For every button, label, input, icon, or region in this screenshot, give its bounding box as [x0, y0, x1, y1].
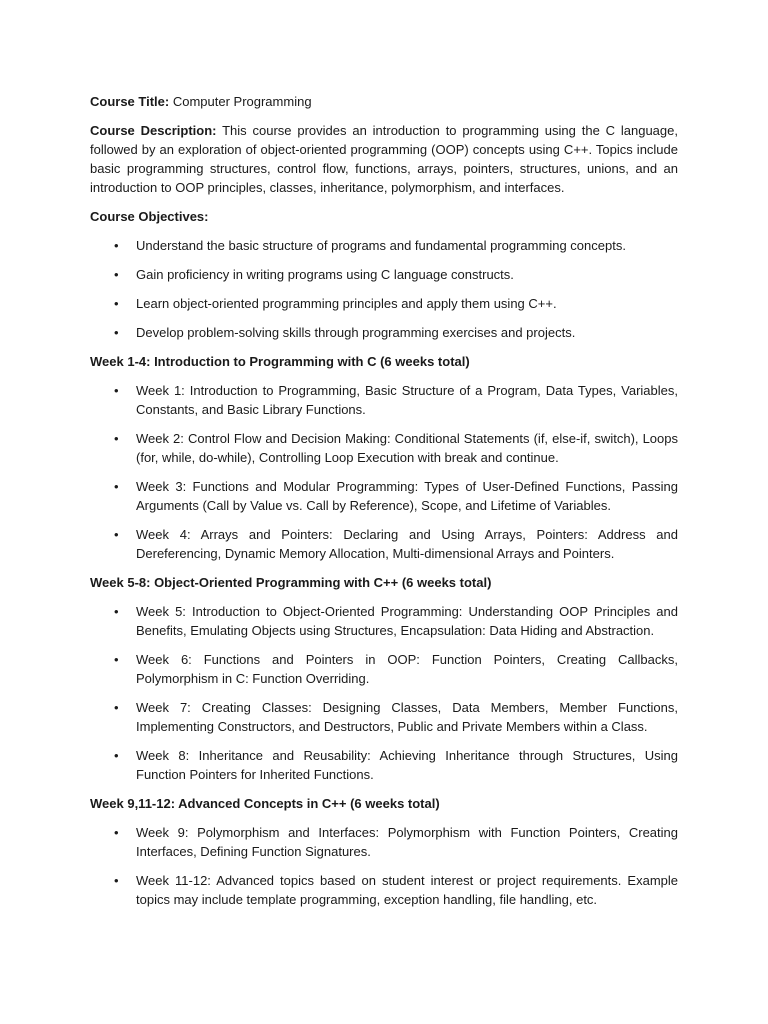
- week-9-12-list: [90, 823, 678, 909]
- objectives-heading: Course Objectives:: [90, 209, 209, 224]
- section-heading-week-9-12: Week 9,11-12: Advanced Concepts in C++ (6 weeks total): [90, 796, 440, 811]
- bullet-icon: •: [114, 527, 119, 542]
- list-item: • Learn object-oriented programming principles and apply them using C++.: [114, 296, 557, 311]
- bullet-icon: •: [114, 748, 119, 763]
- bullet-icon: •: [114, 479, 119, 494]
- list-item: • Week 3: Functions and Modular Programming: Types of User-Defined Functions, Passing Arguments (Call by Value vs. Call by Reference), Scope, and Lifetime of Variables.: [114, 479, 678, 513]
- week-5-8-list: [90, 602, 678, 784]
- list-item: • Week 8: Inheritance and Reusability: Achieving Inheritance through Structures, Using Function Pointers for Inherited Functions.: [114, 748, 678, 782]
- list-item: • Understand the basic structure of programs and fundamental programming concepts.: [114, 238, 626, 253]
- list-item: • Week 1: Introduction to Programming, Basic Structure of a Program, Data Types, Variables, Constants, and Basic Library Functions.: [114, 383, 678, 417]
- list-item: • Week 11-12: Advanced topics based on student interest or project requirements. Example topics may include template programming, exception handling, file handling, etc.: [114, 873, 678, 907]
- list-item: • Gain proficiency in writing programs using C language constructs.: [114, 267, 514, 282]
- bullet-icon: •: [114, 383, 119, 398]
- bullet-icon: •: [114, 873, 119, 888]
- bullet-icon: •: [114, 431, 119, 446]
- section-heading-week-1-4: Week 1-4: Introduction to Programming with C (6 weeks total): [90, 354, 470, 369]
- bullet-icon: •: [114, 325, 119, 340]
- course-title: [90, 92, 678, 111]
- list-item: • Week 7: Creating Classes: Designing Classes, Data Members, Member Functions, Implementing Constructors, and Destructors, Public and Private Members within a Class.: [114, 700, 678, 734]
- course-description: [90, 121, 678, 197]
- list-item: • Week 9: Polymorphism and Interfaces: Polymorphism with Function Pointers, Creating Interfaces, Defining Function Signatures.: [114, 825, 678, 859]
- bullet-icon: •: [114, 238, 119, 253]
- course-title-label: Course Title:: [90, 94, 170, 109]
- bullet-icon: •: [114, 700, 119, 715]
- bullet-icon: •: [114, 652, 119, 667]
- list-item: • Week 2: Control Flow and Decision Making: Conditional Statements (if, else-if, switch), Loops (for, while, do-while), Controlling Loop Execution with break and continue.: [114, 431, 678, 465]
- course-description-text: This course provides an introduction to programming using the C language, followed by an exploration of object-oriented programming (OOP) concepts using C++. Topics include basic programming structures, control flow, functions, arrays, pointers, structures, unions, and an introduction to OOP principles, classes, inheritance, polymorphism, and interfaces.: [90, 123, 678, 195]
- course-description-label: Course Description:: [90, 123, 217, 138]
- objectives-list: [90, 236, 678, 342]
- list-item: • Week 6: Functions and Pointers in OOP: Function Pointers, Creating Callbacks, Polymorphism in C: Function Overriding.: [114, 652, 678, 686]
- list-item: • Week 4: Arrays and Pointers: Declaring and Using Arrays, Pointers: Address and Dereferencing, Dynamic Memory Allocation, Multi-dimensional Arrays and Pointers.: [114, 527, 678, 561]
- section-heading-week-5-8: Week 5-8: Object-Oriented Programming with C++ (6 weeks total): [90, 575, 492, 590]
- bullet-icon: •: [114, 825, 119, 840]
- bullet-icon: •: [114, 604, 119, 619]
- bullet-icon: •: [114, 267, 119, 282]
- course-title-value: Computer Programming: [169, 94, 312, 109]
- list-item: • Develop problem-solving skills through programming exercises and projects.: [114, 325, 576, 340]
- bullet-icon: •: [114, 296, 119, 311]
- week-1-4-list: [90, 381, 678, 563]
- list-item: • Week 5: Introduction to Object-Oriented Programming: Understanding OOP Principles and Benefits, Emulating Objects using Structures, Encapsulation: Data Hiding and Abstraction.: [114, 604, 678, 638]
